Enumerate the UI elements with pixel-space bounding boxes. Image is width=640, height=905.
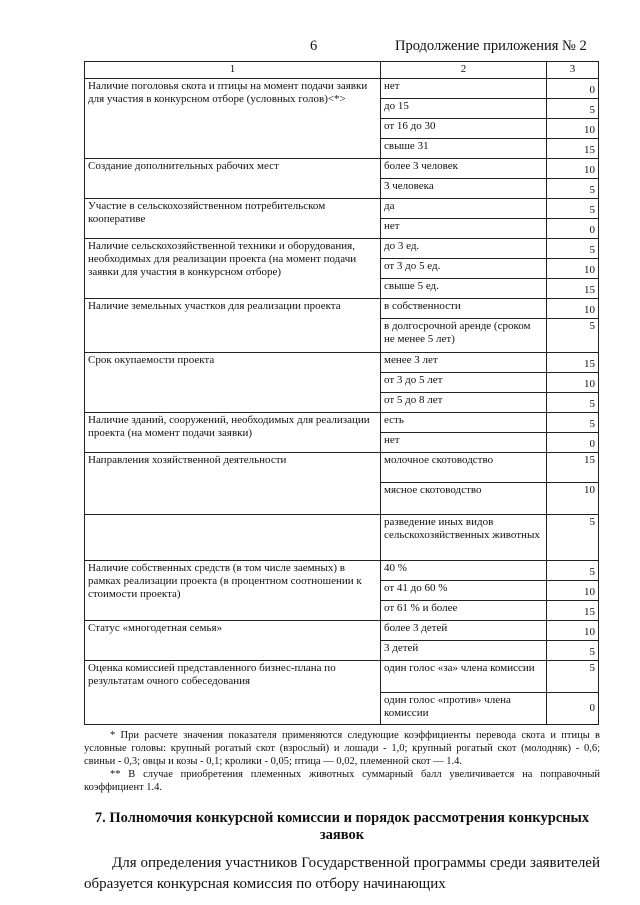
page-header [0,38,640,58]
option-cell: более 3 человек [381,159,547,179]
criterion-cell: Статус «многодетная семья» [85,621,381,661]
score-cell: 10 [547,299,599,319]
option-cell: 3 детей [381,641,547,661]
score-cell: 5 [547,319,599,353]
table-row [85,353,599,373]
score-cell: 0 [547,79,599,99]
option-cell: разведение иных видов сельскохозяйственных животных [381,515,547,561]
score-cell: 5 [547,393,599,413]
criterion-cell: Наличие сельскохозяйственной техники и оборудования, необходимых для реализации проекта (на момент подачи заявки для участия в конкурсном отборе) [85,239,381,299]
column-header: 1 [85,62,381,79]
table-row [85,453,599,483]
page-number: 6 [310,38,318,54]
option-cell: один голос «за» члена комиссии [381,661,547,693]
score-cell: 15 [547,139,599,159]
option-cell: нет [381,79,547,99]
criterion-cell: Наличие поголовья скота и птицы на момент подачи заявки для участия в конкурсном отборе (условных голов)<*> [85,79,381,159]
table-row [85,239,599,259]
table-row [85,515,599,561]
option-cell: свыше 31 [381,139,547,159]
option-cell: менее 3 лет [381,353,547,373]
score-cell: 15 [547,353,599,373]
table-row [85,413,599,433]
score-cell: 10 [547,119,599,139]
score-cell: 10 [547,159,599,179]
criterion-cell: Создание дополнительных рабочих мест [85,159,381,199]
section-paragraph: Для определения участников Государственной программы среди заявителей образуется конкурсная комиссия по отбору начинающих [84,855,600,892]
column-header: 2 [381,62,547,79]
option-cell: молочное скотоводство [381,453,547,483]
option-cell: да [381,199,547,219]
option-cell: до 15 [381,99,547,119]
table-row [85,79,599,99]
footnote: * При расчете значения показателя применяются следующие коэффициенты перевода скота и птицы в условные головы: крупный рогатый скот (взрослый) и лошади - 1,0; крупный рогатый скот (молодняк) - 0,6; свиньи - 0,3; овцы и козы - 0,1; кролики - 0,05; птица — 0,02, племенной скот — 1.4. [84,730,600,767]
section-title: 7. Полномочия конкурсной комиссии и порядок рассмотрения конкурсных заявок [94,810,590,843]
option-cell: есть [381,413,547,433]
score-cell: 0 [547,219,599,239]
appendix-label: Продолжение приложения № 2 [395,38,587,54]
criterion-cell: Срок окупаемости проекта [85,353,381,413]
score-cell: 5 [547,179,599,199]
table-row [85,661,599,693]
score-cell: 5 [547,641,599,661]
score-cell: 5 [547,99,599,119]
option-cell: в долгосрочной аренде (сроком не менее 5 лет) [381,319,547,353]
score-cell: 5 [547,413,599,433]
table-row [85,299,599,319]
criterion-cell: Направления хозяйственной деятельности [85,453,381,515]
option-cell: от 3 до 5 лет [381,373,547,393]
criterion-cell [85,515,381,561]
option-cell: от 3 до 5 ед. [381,259,547,279]
score-cell: 0 [547,693,599,725]
option-cell: мясное скотоводство [381,483,547,515]
table-row [85,621,599,641]
option-cell: от 61 % и более [381,601,547,621]
score-cell: 5 [547,239,599,259]
column-header: 3 [547,62,599,79]
table-row [85,561,599,581]
score-cell: 15 [547,279,599,299]
criterion-cell: Наличие зданий, сооружений, необходимых для реализации проекта (на момент подачи заявки) [85,413,381,453]
option-cell: нет [381,219,547,239]
option-cell: от 16 до 30 [381,119,547,139]
option-cell: от 5 до 8 лет [381,393,547,413]
criterion-cell: Участие в сельскохозяйственном потребительском кооперативе [85,199,381,239]
table-row [85,199,599,219]
footnotes [84,729,600,794]
score-cell: 10 [547,373,599,393]
footnote: ** В случае приобретения племенных животных суммарный балл увеличивается на поправочный коэффициент 1.4. [84,769,600,793]
score-cell: 15 [547,601,599,621]
criterion-cell: Оценка комиссией представленного бизнес-плана по результатам очного собеседования [85,661,381,725]
option-cell: в собственности [381,299,547,319]
score-cell: 5 [547,199,599,219]
score-cell: 0 [547,433,599,453]
option-cell: один голос «против» члена комиссии [381,693,547,725]
option-cell: более 3 детей [381,621,547,641]
option-cell: 3 человека [381,179,547,199]
criterion-cell: Наличие земельных участков для реализации проекта [85,299,381,353]
criteria-table [84,61,599,725]
score-cell: 10 [547,581,599,601]
criterion-cell: Наличие собственных средств (в том числе заемных) в рамках реализации проекта (в процентном соотношении к стоимости проекта) [85,561,381,621]
score-cell: 5 [547,515,599,561]
score-cell: 15 [547,453,599,483]
score-cell: 10 [547,259,599,279]
score-cell: 5 [547,561,599,581]
score-cell: 10 [547,621,599,641]
option-cell: до 3 ед. [381,239,547,259]
table-header-row [85,62,599,79]
option-cell: от 41 до 60 % [381,581,547,601]
option-cell: нет [381,433,547,453]
option-cell: свыше 5 ед. [381,279,547,299]
table-row [85,159,599,179]
score-cell: 10 [547,483,599,515]
score-cell: 5 [547,661,599,693]
option-cell: 40 % [381,561,547,581]
